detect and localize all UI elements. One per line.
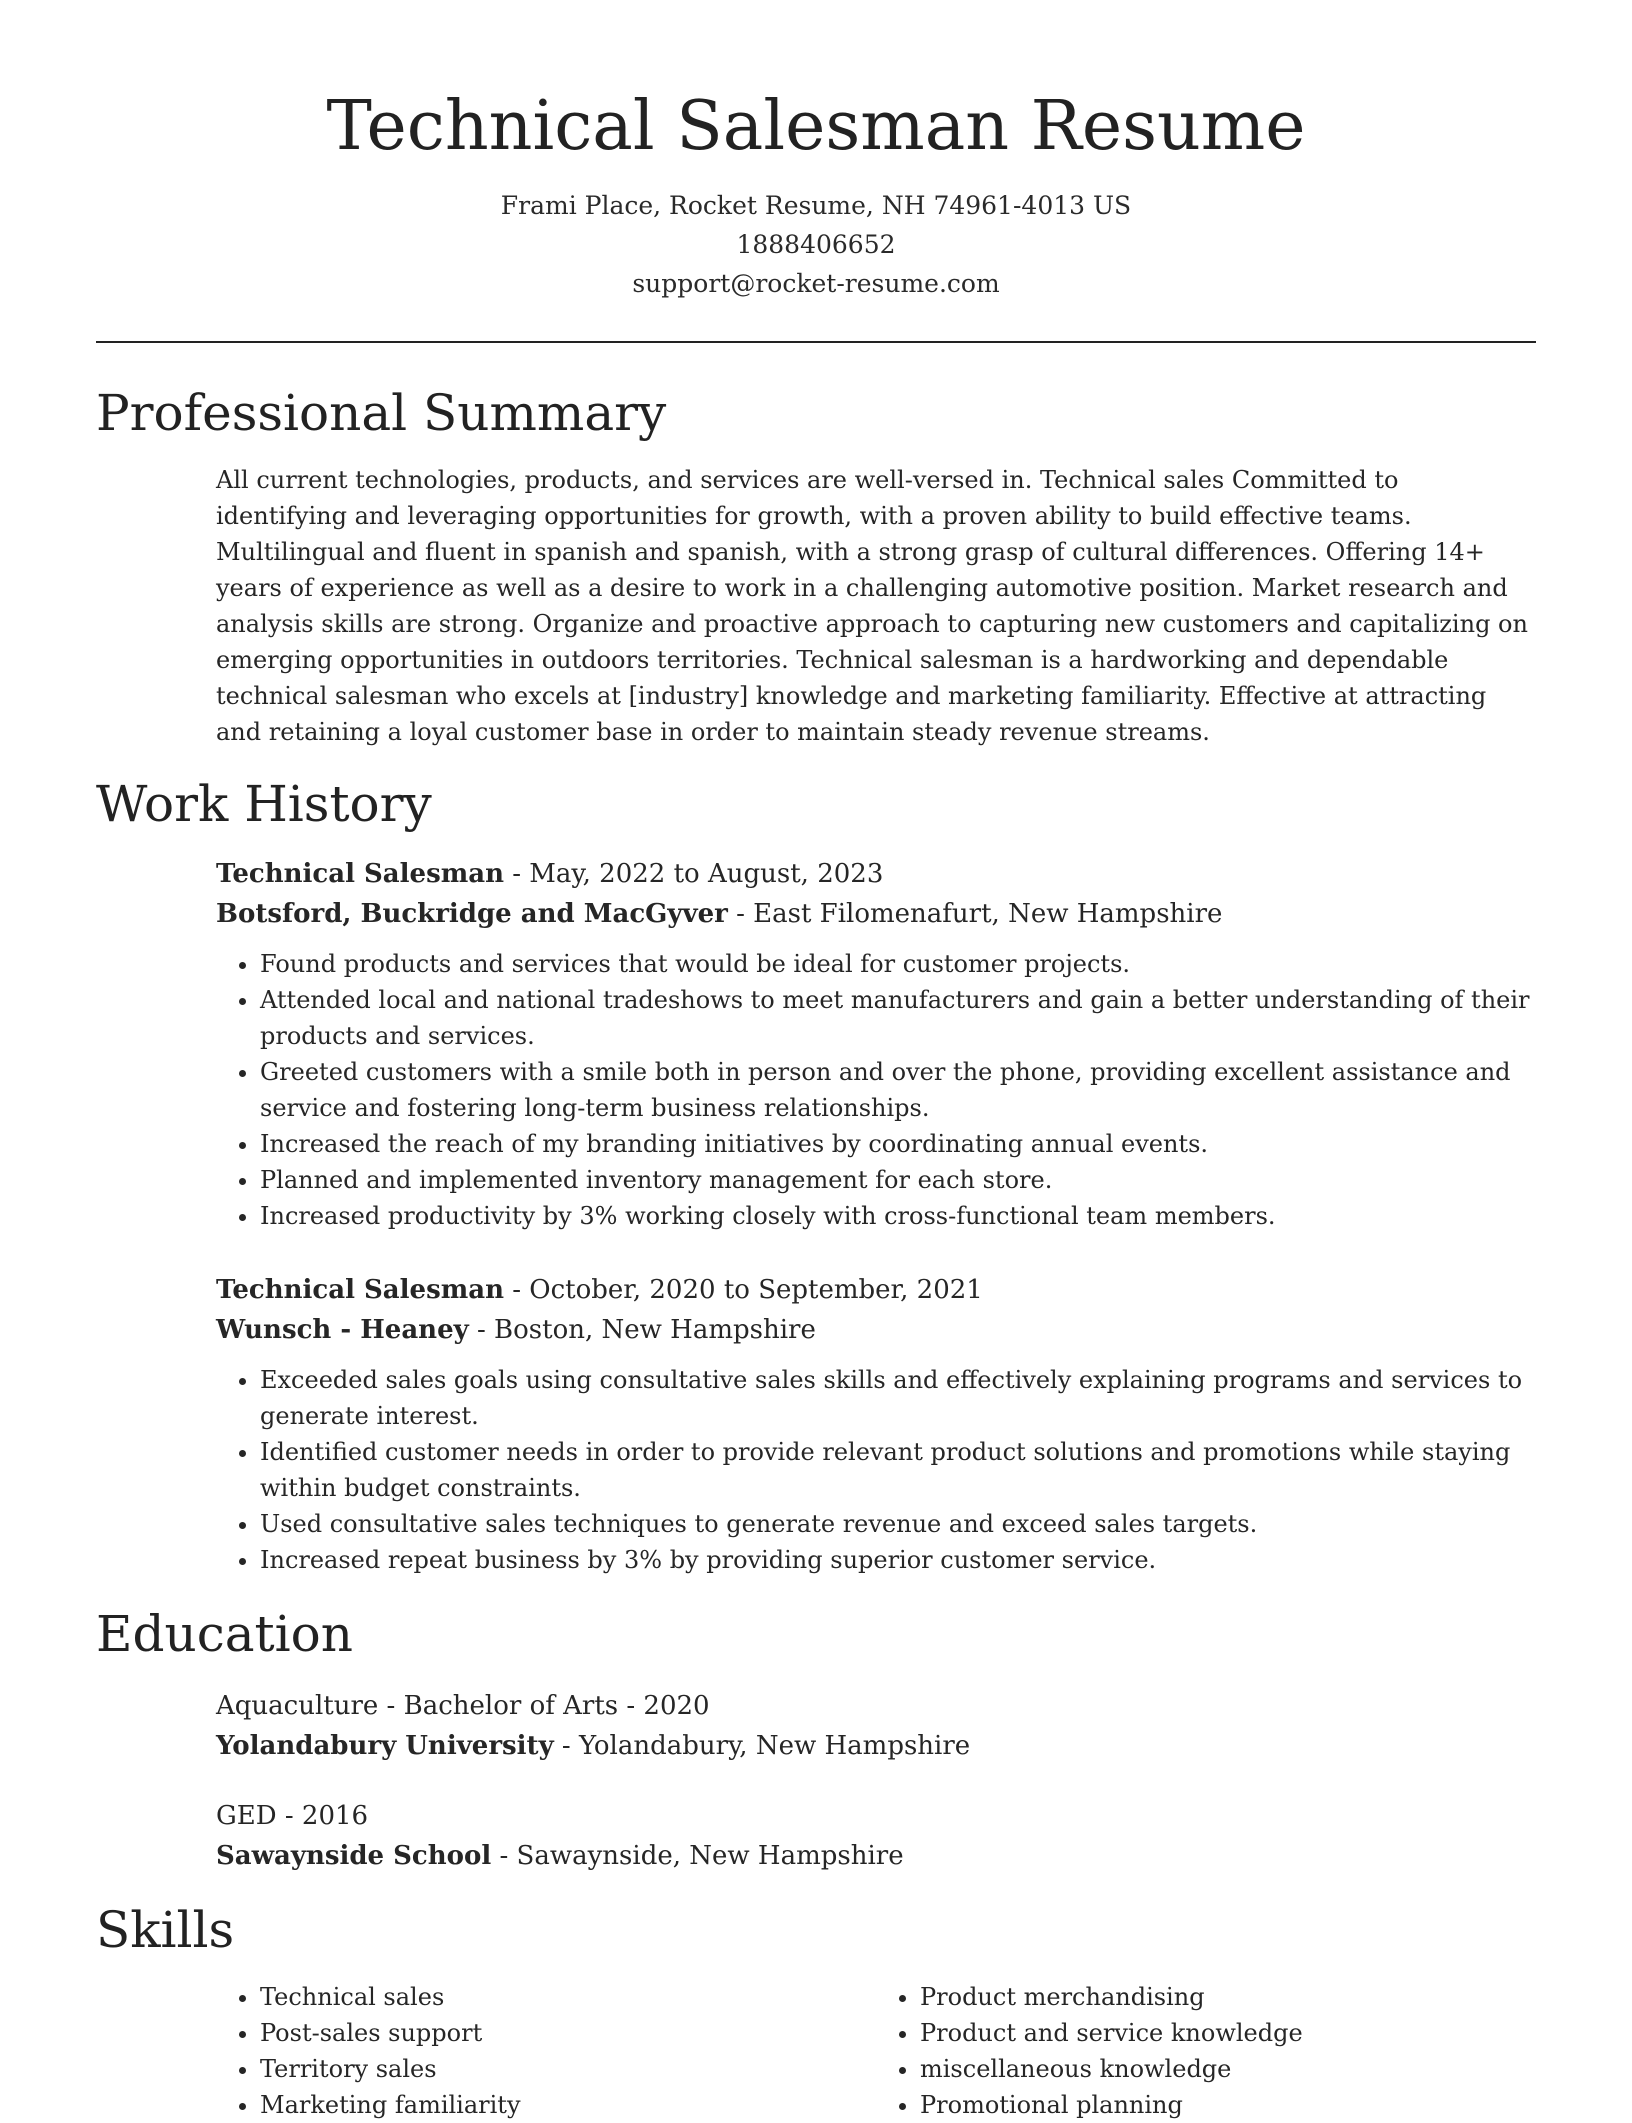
job-company: Wunsch - Heaney	[216, 1315, 469, 1345]
job-dates: - May, 2022 to August, 2023	[503, 859, 884, 889]
job-location: - East Filomenafurt, New Hampshire	[727, 899, 1223, 929]
skill-item: • Territory sales	[260, 2051, 876, 2087]
job-entry	[216, 1270, 1536, 1578]
education-degree: GED - 2016	[216, 1801, 369, 1831]
job-entry	[216, 854, 1536, 1234]
contact-block	[0, 186, 1632, 303]
job-bullet: • Attended local and national tradeshows to meet manufacturers and gain a better understanding of their products and services.	[260, 982, 1536, 1054]
job-bullet: • Increased repeat business by 3% by providing superior customer service.	[260, 1542, 1536, 1578]
job-bullet: • Greeted customers with a smile both in person and over the phone, providing excellent assistance and service and fostering long-term business relationships.	[260, 1054, 1536, 1126]
skill-item: • Promotional planning	[920, 2087, 1536, 2123]
education-school-line	[216, 1836, 1536, 1876]
skill-item: • Post-sales support	[260, 2015, 876, 2051]
summary-text: All current technologies, products, and services are well-versed in. Technical sales Committed to identifying and leveraging opportunities for growth, with a proven ability to build effective teams. Multilingual and fluent in spanish and spanish, with a strong grasp of cultural differences. Offering 14+ years of experience as well as a desire to work in a challenging automotive position. Market research and analysis skills are strong. Organize and proactive approach to capturing new customers and capitalizing on emerging opportunities in outdoors territories. Technical salesman is a hardworking and dependable technical salesman who excels at [industry] knowledge and marketing familiarity. Effective at attracting and retaining a loyal customer base in order to maintain steady revenue streams.	[216, 466, 1528, 746]
job-bullet: • Increased productivity by 3% working closely with cross-functional team members.	[260, 1198, 1536, 1234]
skills-column-right	[876, 1979, 1536, 2123]
skills-list	[216, 1979, 1536, 2123]
job-title: Technical Salesman	[216, 859, 504, 889]
resume-title: Technical Salesman Resume	[326, 87, 1306, 166]
job-bullet: • Planned and implemented inventory management for each store.	[260, 1162, 1536, 1198]
skill-item: • Product merchandising	[920, 1979, 1536, 2015]
job-bullets	[216, 946, 1536, 1234]
education-heading: Education	[96, 1605, 353, 1663]
education-entry	[216, 1686, 1536, 1766]
skill-item: • Marketing familiarity	[260, 2087, 876, 2123]
contact-address: Frami Place, Rocket Resume, NH 74961-4013 US	[500, 191, 1132, 220]
resume-header	[0, 0, 1632, 303]
header-divider	[96, 341, 1536, 343]
job-bullet: • Identified customer needs in order to provide relevant product solutions and promotions while staying within budget constraints.	[260, 1434, 1536, 1506]
contact-phone: 1888406652	[736, 230, 896, 259]
skill-item: • Technical sales	[260, 1979, 876, 2015]
job-title-line	[216, 854, 1536, 894]
work-history-heading: Work History	[96, 775, 432, 833]
job-bullets	[216, 1362, 1536, 1578]
job-company-line	[216, 1310, 1536, 1350]
education-school: Sawaynside School	[216, 1841, 492, 1871]
job-title-line	[216, 1270, 1536, 1310]
education-location: - Yolandabury, New Hampshire	[553, 1731, 971, 1761]
skills-heading: Skills	[96, 1901, 235, 1959]
education-degree: Aquaculture - Bachelor of Arts - 2020	[216, 1691, 710, 1721]
job-dates: - October, 2020 to September, 2021	[503, 1275, 983, 1305]
job-location: - Boston, New Hampshire	[468, 1315, 816, 1345]
education-location: - Sawaynside, New Hampshire	[491, 1841, 904, 1871]
skill-item: • Product and service knowledge	[920, 2015, 1536, 2051]
job-title: Technical Salesman	[216, 1275, 504, 1305]
summary-heading: Professional Summary	[96, 384, 667, 442]
job-company-line	[216, 894, 1536, 934]
job-company: Botsford, Buckridge and MacGyver	[216, 899, 728, 929]
education-school-line	[216, 1726, 1536, 1766]
education-entry	[216, 1796, 1536, 1876]
skills-column-left	[216, 1979, 876, 2123]
skill-item: • miscellaneous knowledge	[920, 2051, 1536, 2087]
job-bullet: • Found products and services that would be ideal for customer projects.	[260, 946, 1536, 982]
job-bullet: • Used consultative sales techniques to generate revenue and exceed sales targets.	[260, 1506, 1536, 1542]
job-bullet: • Exceeded sales goals using consultative sales skills and effectively explaining programs and services to generate interest.	[260, 1362, 1536, 1434]
contact-email: support@rocket-resume.com	[632, 269, 1000, 298]
job-bullet: • Increased the reach of my branding initiatives by coordinating annual events.	[260, 1126, 1536, 1162]
education-school: Yolandabury University	[216, 1731, 554, 1761]
